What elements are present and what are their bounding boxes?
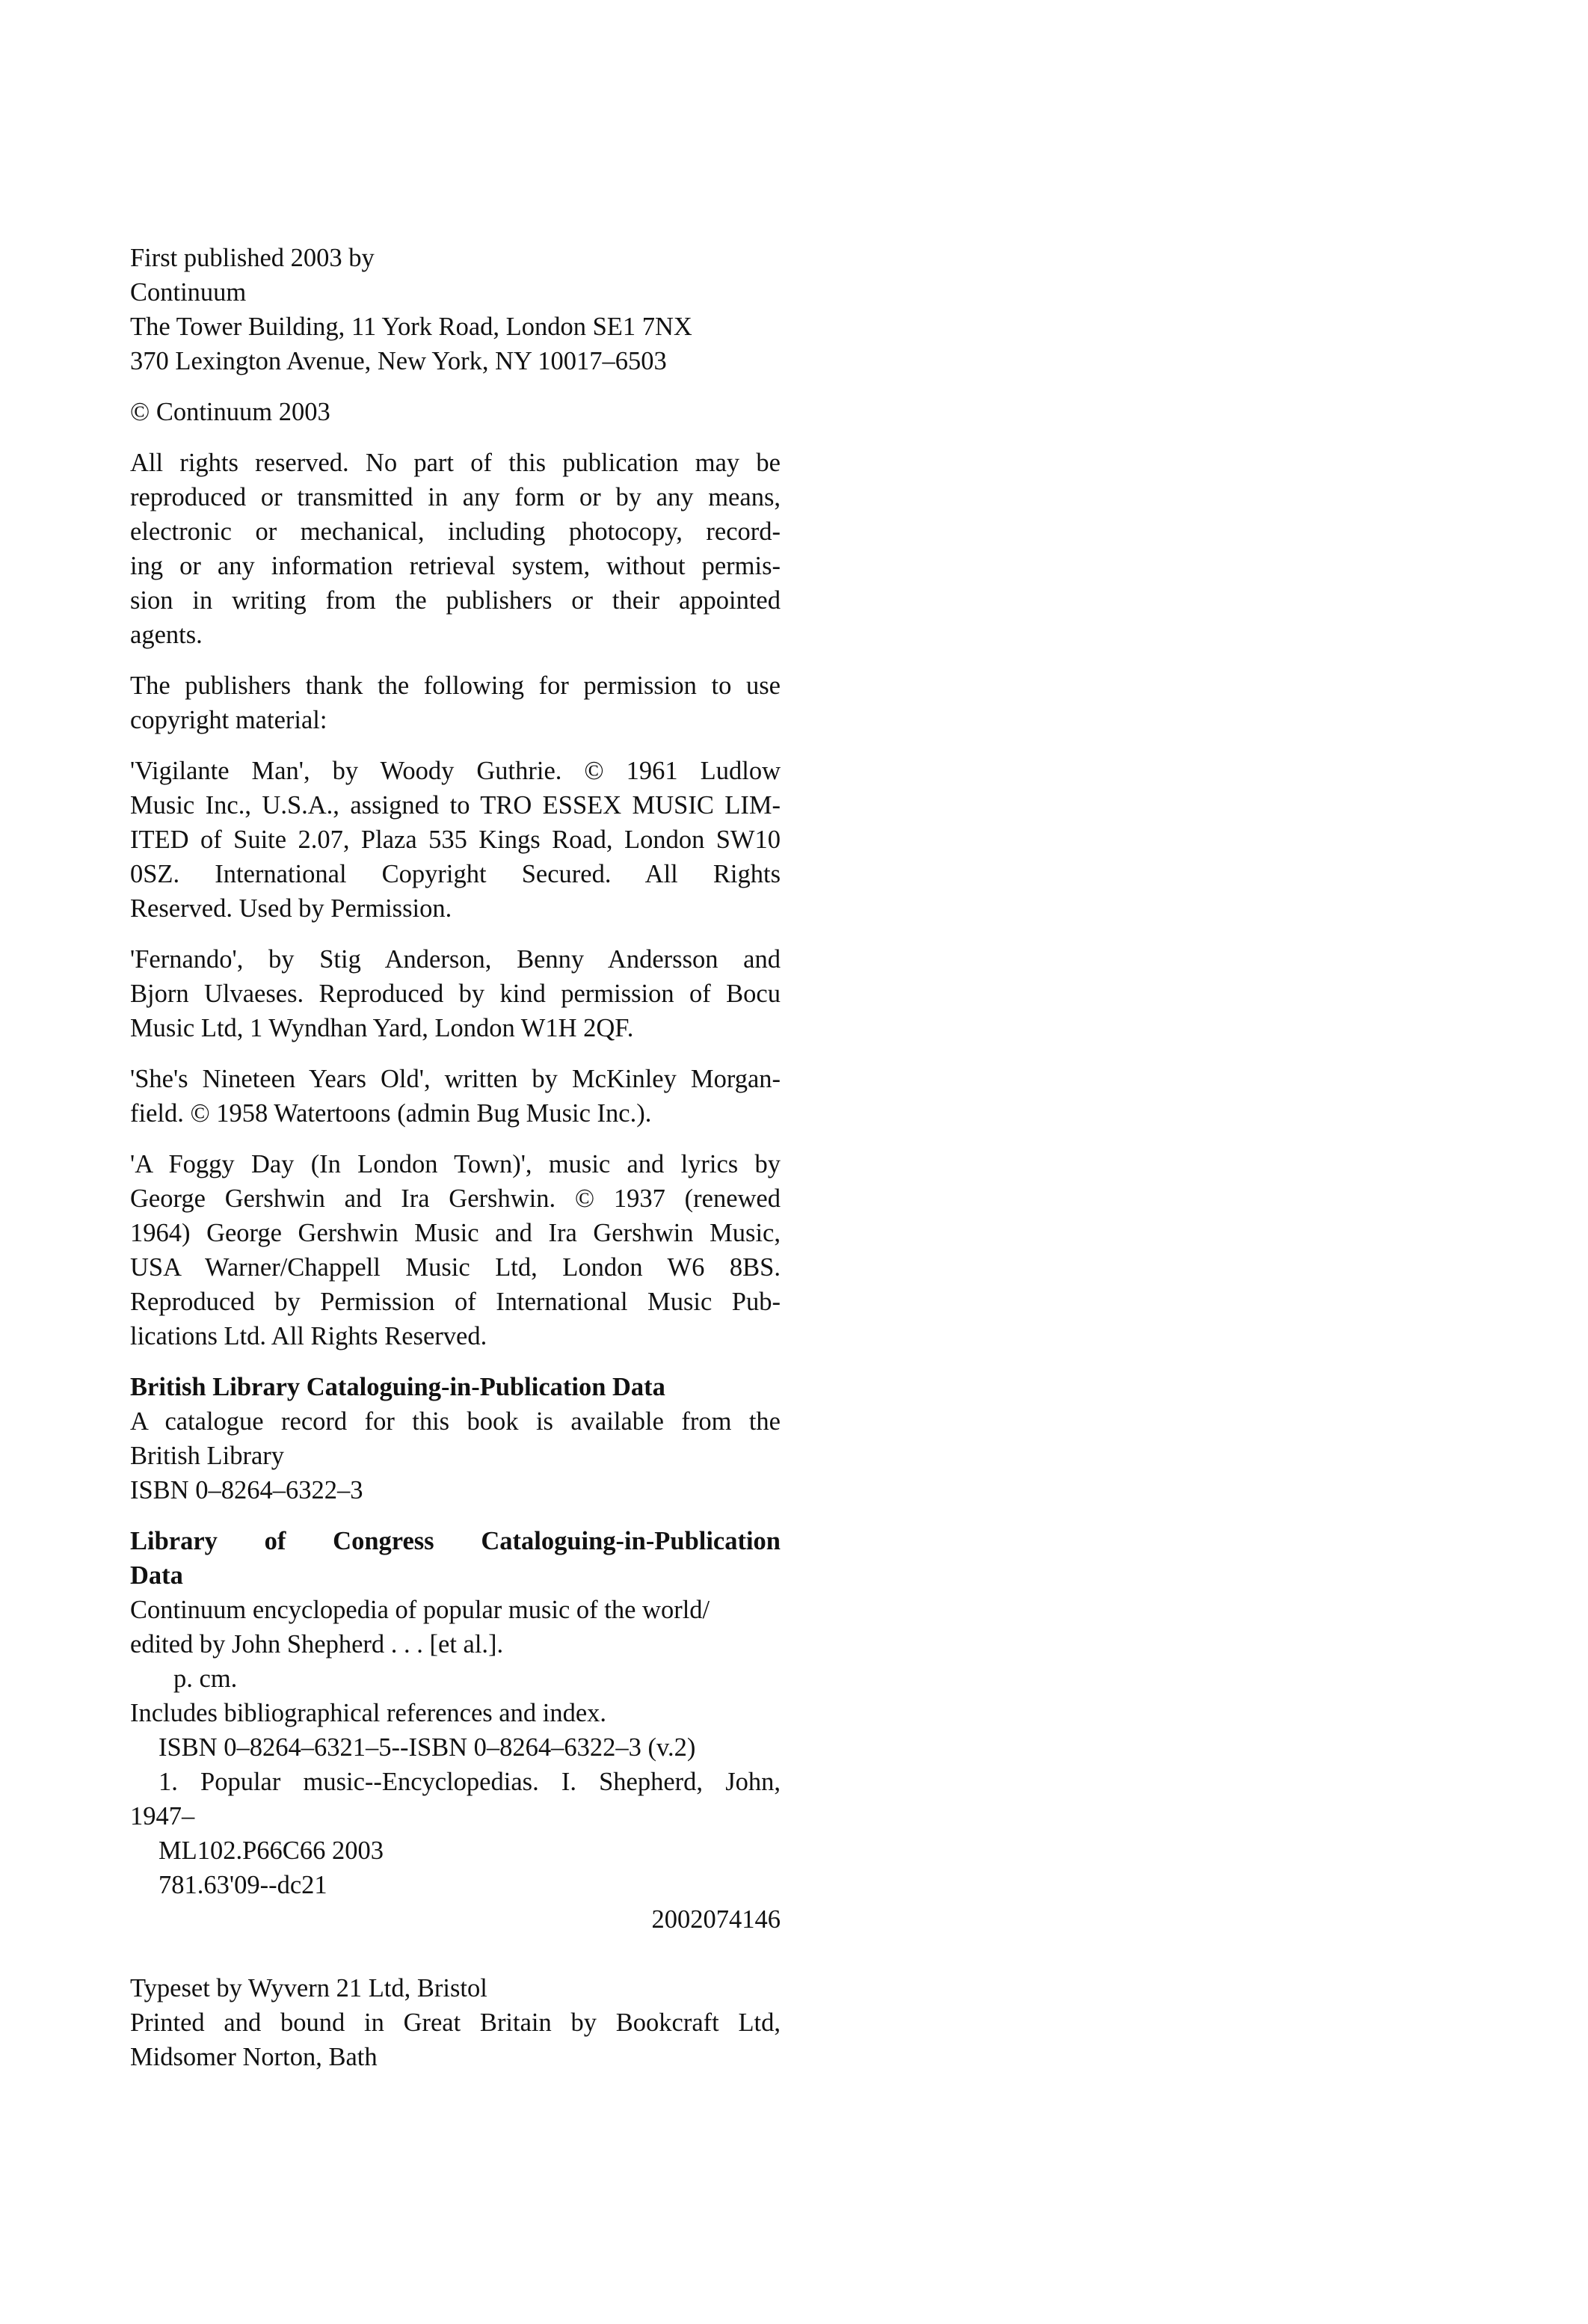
loc-dewey-number: 781.63'09--dc21 xyxy=(159,1871,327,1899)
permission-line: 1964) George Gershwin Music and Ira Gershwin Music, xyxy=(130,1219,781,1247)
rights-line: electronic or mechanical, including photocopy, record- xyxy=(130,517,781,546)
loc-heading: Library of Congress Cataloguing-in-Publication xyxy=(130,1527,781,1555)
publisher-address xyxy=(130,241,781,378)
loc-class-number: ML102.P66C66 2003 xyxy=(159,1836,384,1865)
loc-notes: Includes bibliographical references and index. xyxy=(130,1699,607,1727)
british-library-line: British Library xyxy=(130,1442,285,1470)
publisher-name: Continuum xyxy=(130,278,247,307)
loc-title-line: Continuum encyclopedia of popular music of the world/ xyxy=(130,1596,710,1624)
permission-line: George Gershwin and Ira Gershwin. © 1937 (renewed xyxy=(130,1184,781,1213)
permission-nineteen-years-old xyxy=(130,1062,781,1131)
permission-line: USA Warner/Chappell Music Ltd, London W6 8BS. xyxy=(130,1253,781,1282)
permission-line: lications Ltd. All Rights Reserved. xyxy=(130,1322,487,1350)
british-library-heading: British Library Cataloguing-in-Publication Data xyxy=(130,1373,665,1401)
copyright-page xyxy=(130,241,781,2091)
rights-line: All rights reserved. No part of this publication may be xyxy=(130,449,781,477)
permission-line: field. © 1958 Watertoons (admin Bug Music Inc.). xyxy=(130,1099,652,1128)
permissions-intro xyxy=(130,668,781,737)
loc-isbn: ISBN 0–8264–6321–5--ISBN 0–8264–6322–3 (v.2) xyxy=(159,1733,696,1762)
loc-control-number: 2002074146 xyxy=(651,1905,781,1934)
printed-line: Midsomer Norton, Bath xyxy=(130,2043,378,2071)
typeset-line: Typeset by Wyvern 21 Ltd, Bristol xyxy=(130,1974,487,2002)
loc-subject: 1. Popular music--Encyclopedias. I. Shepherd, John, xyxy=(159,1768,781,1796)
permission-line: ITED of Suite 2.07, Plaza 535 Kings Road, London SW10 xyxy=(130,826,781,854)
production-credits xyxy=(130,1971,781,2074)
permission-vigilante-man xyxy=(130,754,781,926)
permission-line: Music Ltd, 1 Wyndhan Yard, London W1H 2QF. xyxy=(130,1014,634,1042)
publisher-line: First published 2003 by xyxy=(130,244,375,272)
loc-title-line: edited by John Shepherd . . . [et al.]. xyxy=(130,1630,504,1659)
permission-line: Bjorn Ulvaeses. Reproduced by kind permission of Bocu xyxy=(130,980,781,1008)
rights-line: ing or any information retrieval system, without permis- xyxy=(130,552,781,580)
loc-pagination: p. cm. xyxy=(173,1664,238,1693)
loc-heading: Data xyxy=(130,1561,183,1590)
permission-line: Reserved. Used by Permission. xyxy=(130,894,452,923)
spacer xyxy=(130,1953,781,1971)
british-library-line: A catalogue record for this book is available from the xyxy=(130,1407,781,1436)
rights-line: reproduced or transmitted in any form or by any means, xyxy=(130,483,781,511)
permission-foggy-day xyxy=(130,1147,781,1353)
permission-line: Reproduced by Permission of International Music Pub- xyxy=(130,1288,781,1316)
thanks-line: The publishers thank the following for permission to use xyxy=(130,671,781,700)
copyright-line: © Continuum 2003 xyxy=(130,398,330,426)
permission-fernando xyxy=(130,942,781,1045)
permission-line: Music Inc., U.S.A., assigned to TRO ESSEX MUSIC LIM- xyxy=(130,791,781,820)
rights-line: sion in writing from the publishers or their appointed xyxy=(130,586,781,615)
copyright-notice xyxy=(130,395,781,429)
publisher-line: The Tower Building, 11 York Road, London SE1 7NX xyxy=(130,313,692,341)
permission-line: 'Vigilante Man', by Woody Guthrie. © 1961 Ludlow xyxy=(130,757,781,785)
rights-statement xyxy=(130,446,781,652)
permission-line: 'She's Nineteen Years Old', written by McKinley Morgan- xyxy=(130,1065,781,1093)
library-of-congress-cip xyxy=(130,1524,781,1937)
rights-line: agents. xyxy=(130,621,203,649)
printed-line: Printed and bound in Great Britain by Bookcraft Ltd, xyxy=(130,2008,781,2037)
british-library-isbn: ISBN 0–8264–6322–3 xyxy=(130,1476,363,1504)
permission-line: 0SZ. International Copyright Secured. All Rights xyxy=(130,860,781,888)
british-library-cip xyxy=(130,1370,781,1507)
permission-line: 'A Foggy Day (In London Town)', music and lyrics by xyxy=(130,1150,781,1178)
thanks-line: copyright material: xyxy=(130,706,327,734)
publisher-line: 370 Lexington Avenue, New York, NY 10017–6503 xyxy=(130,347,667,375)
loc-subject-date: 1947– xyxy=(130,1802,195,1830)
permission-line: 'Fernando', by Stig Anderson, Benny Andersson and xyxy=(130,945,781,974)
